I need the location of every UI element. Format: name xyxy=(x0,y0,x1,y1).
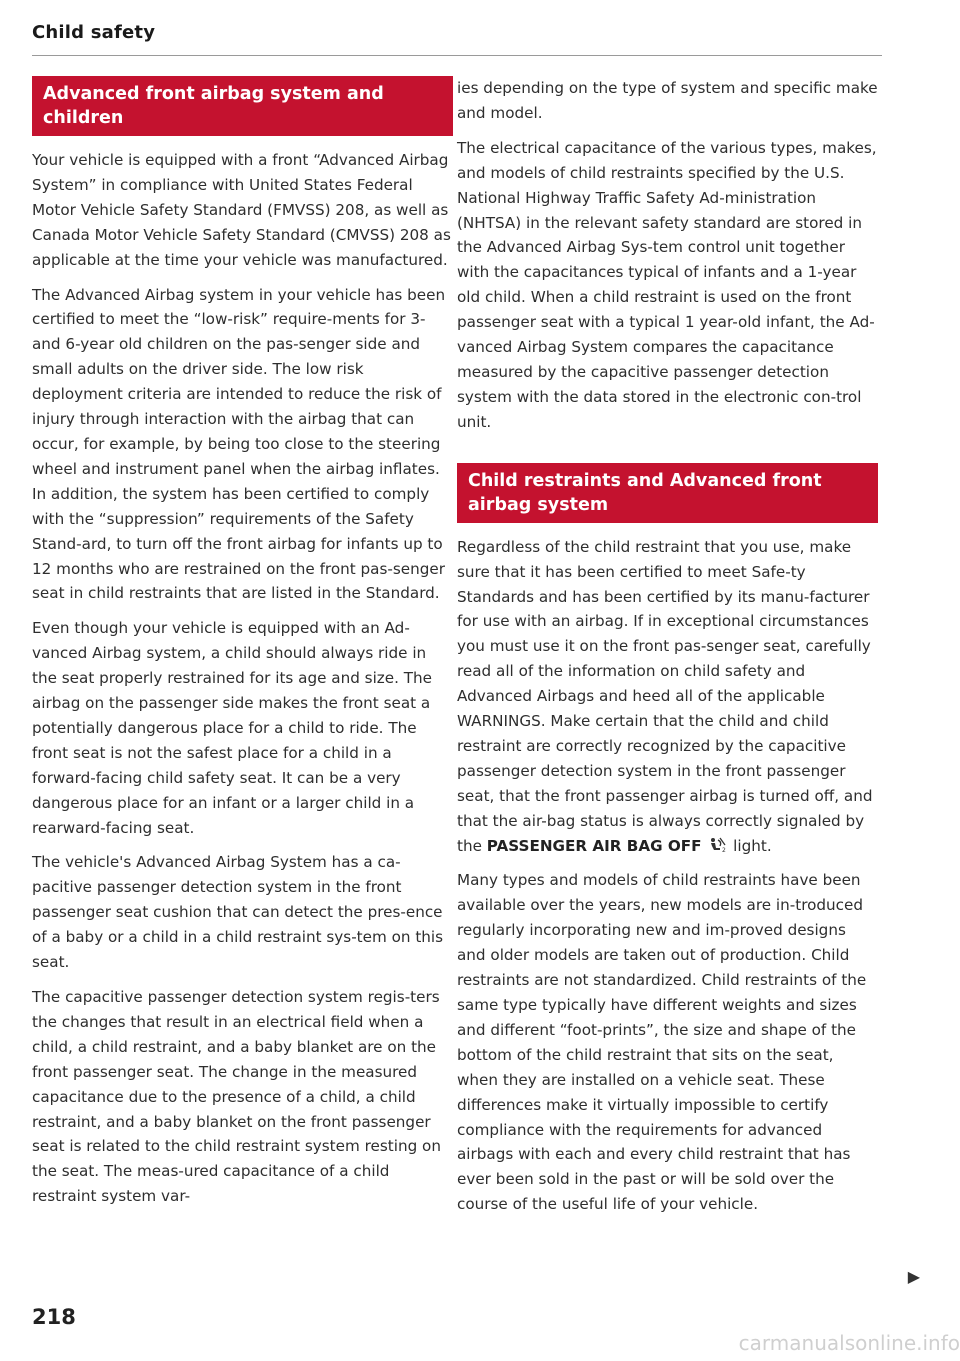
paragraph: Many types and models of child restraints have been available over the years, new models are in-troduced regularly incorporating new and im-proved designs and older models are taken out of production. Child restraints are not standardized. Child restraints of the same type typically have different weights and sizes and different “foot-prints”, the size and shape of the bottom of the child restraint that sits on the seat, when they are installed on a vehicle seat. These differences make it virtually impossible to certify compliance with the requirements for advanced airbags with each and every child restraint that has ever been sold in the past or will be sold over the course of the useful life of your vehicle. xyxy=(457,871,867,1214)
paragraph: Your vehicle is equipped with a front “Advanced Airbag System” in compliance with United States Federal Motor Vehicle Safety Standard (FMVSS) 208, as well as Canada Motor Vehicle Safety Standard (CMVSS) 208 as applicable at the time your vehicle was manufactured. xyxy=(32,151,451,269)
paragraph-text: light. xyxy=(733,836,772,855)
paragraph: The vehicle's Advanced Airbag System has a ca-pacitive passenger detection system in the front passenger seat cushion that can detect the pres-ence of a baby or a child in a child restraint sys-tem on this seat. xyxy=(32,853,444,972)
paragraph: Even though your vehicle is equipped with an Ad-vanced Airbag system, a child should always ride in the seat properly restrained for its age and size. The airbag on the passenger side makes the front seat a potentially dangerous place for a child to ride. The front seat is not the safest place for a child in a forward-facing child safety seat. It can be a very dangerous place for an infant or a larger child in a rearward-facing seat. xyxy=(32,619,433,837)
header-divider xyxy=(32,55,882,56)
left-column xyxy=(32,76,453,1219)
svg-text:2: 2 xyxy=(722,846,727,853)
passenger-air-bag-off-label: PASSENGER AIR BAG OFF xyxy=(486,836,702,855)
watermark: carmanualsonline.info xyxy=(738,1331,960,1355)
section-heading-child-restraints: Child restraints and Advanced front airbag system xyxy=(457,463,878,523)
section-heading-advanced-front-airbag: Advanced front airbag system and children xyxy=(32,76,453,136)
page-number: 218 xyxy=(32,1305,76,1329)
page-section-title: Child safety xyxy=(32,22,156,43)
paragraph: ies depending on the type of system and specific make and model. xyxy=(457,79,878,122)
paragraph: The electrical capacitance of the various types, makes, and models of child restraints specified by the U.S. National Highway Traffic Safety Ad-ministration (NHTSA) in the relevant safety standard are stored in the Advanced Airbag Sys-tem control unit together with the capacitances typical of infants and a 1-year old child. When a child restraint is used on the front passenger seat with a typical 1 year-old infant, the Ad-vanced Airbag System compares the capacitance measured by the capacitive passenger detection system with the data stored in the electronic con-trol unit. xyxy=(457,138,877,431)
right-column xyxy=(457,76,878,1227)
continue-arrow-icon: ▶ xyxy=(907,1267,920,1286)
paragraph: The Advanced Airbag system in your vehicle has been certified to meet the “low-risk” require-ments for 3- and 6-year old children on the pas-senger side and small adults on the driver side. The low risk deployment criteria are intended to reduce the risk of injury through interaction with the airbag that can occur, for example, by being too close to the steering wheel and instrument panel when the airbag inflates. In addition, the system has been certified to comply with the “suppression” requirements of the Safety Stand-ard, to turn off the front airbag for infants up to 12 months who are restrained on the front pas-senger seat in child restraints that are listed in the Standard. xyxy=(32,285,446,603)
passenger-airbag-off-icon xyxy=(708,836,726,852)
paragraph: The capacitive passenger detection system regis-ters the changes that result in an electrical field when a child, a child restraint, and a baby blanket are on the front passenger seat. The change in the measured capacitance due to the presence of a child, a child restraint, and a baby blanket on the front passenger seat is related to the child restraint system resting on the seat. The meas-ured capacitance of a child restraint system var- xyxy=(32,988,441,1206)
paragraph-text: Regardless of the child restraint that you use, make sure that it has been certified to meet Safe-ty Standards and has been certified by its manu-facturer for use with an airbag. If in exceptional circumstances you must use it on the front pas-senger seat, carefully read all of the information on child safety and Advanced Airbags and heed all of the applicable WARNINGS. Make certain that the child and child restraint are correctly recognized by the capacitive passenger detection system in the front passenger seat, that the front passenger airbag is turned off, and that the air-bag status is always correctly signaled by the xyxy=(457,537,873,855)
paragraph-warning xyxy=(457,535,878,859)
